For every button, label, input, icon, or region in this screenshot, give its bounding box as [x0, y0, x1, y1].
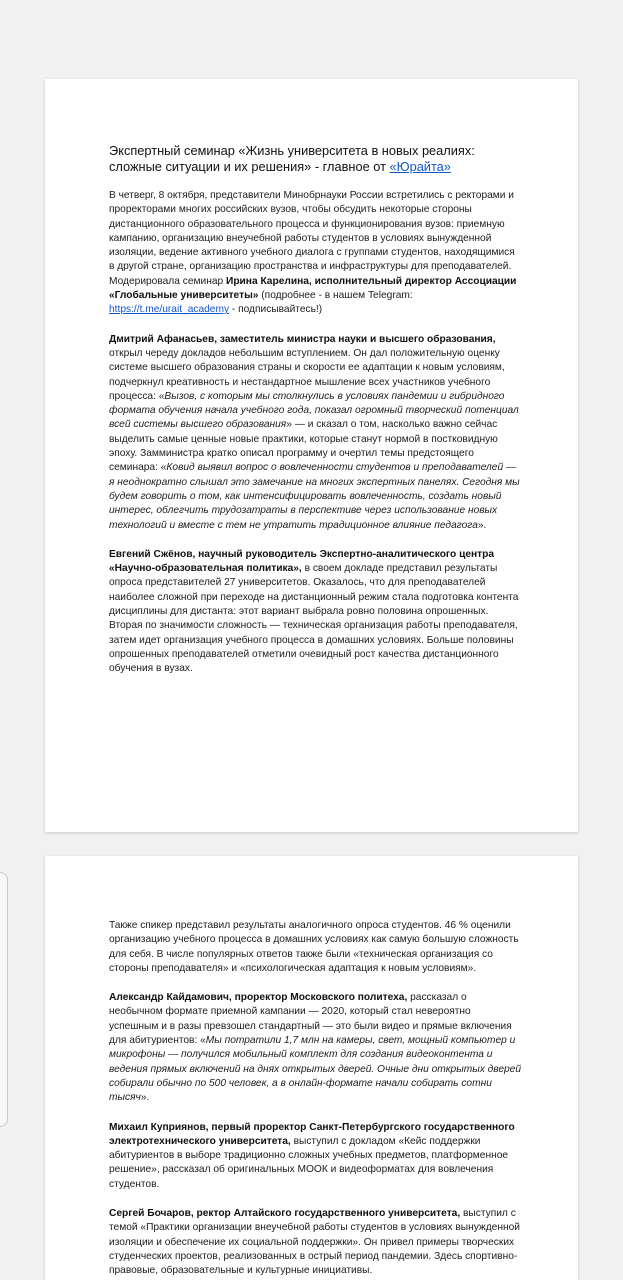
survey-text: Также спикер представил результаты аналогичного опроса студентов. 46 % оценили организацию учебного процесса в домашних условиях как самую большую сложность для себя. В числе популярных ответов также были «техническая организация со стороны преподавателя» и «психологическая адаптация к новым условиям». — [109, 920, 519, 974]
bocharov-text: выступил с темой «Практики организации внеучебной работы студентов в условиях вынужденной изоляции и обеспечение их социальной поддержки». Он привел примеры творческих студенческих проектов, реализованных в острый период пандемии. Здесь спортивно-правовые, образовательные и культурные инициативы. — [109, 1208, 520, 1277]
szhenov-paragraph — [109, 548, 521, 677]
kaydamovich-paragraph — [109, 991, 521, 1105]
afanasyev-text-1: открыл череду докладов небольшим вступлением. Он дал положительную оценку системе высшего образования страны и скорости ее адаптации к новым условиям, подчеркнул креативность и нестандартное мышление всех участников учебного процесса: « — [109, 347, 505, 402]
speaker-afanasyev: Дмитрий Афанасьев, заместитель министра науки и высшего образования, — [109, 333, 496, 345]
afanasyev-paragraph — [109, 333, 521, 533]
afanasyev-quote-1: Вызов, с которым мы столкнулись в условиях пандемии и гибридного формата обучения начала учебного года, показал огромный творческий потенциал всей системы высшего образования — [109, 390, 519, 431]
speaker-bocharov: Сергей Бочаров, ректор Алтайского государственного университета, — [109, 1208, 461, 1220]
moderator-name: Ирина Карелина, исполнительный директор Ассоциации «Глобальные университеты» — [109, 275, 517, 302]
survey-paragraph — [109, 919, 521, 976]
speaker-szhenov: Евгений Сжёнов, научный руководитель Экспертно-аналитического центра «Научно-образовательная политика», — [109, 548, 495, 575]
intro-paragraph — [109, 189, 521, 318]
szhenov-text: в своем докладе представил результаты опроса представителей 27 университетов. Оказалось, что для преподавателей наиболее сложной при переходе на дистанционный режим стала подготовка контента дисциплины для дистанта: этот вариант выбрала ровно половина опрошенных. Вторая по значимости сложность — техническая организация работы преподавателя, затем идет организация учебного процесса в домашних условиях. Больше половины опрошенных преподавателей отметили очевидный рост качества дистанционного обучения в вузах. — [109, 563, 519, 675]
page-2-content — [109, 919, 521, 1280]
side-scroll-handle[interactable] — [0, 872, 8, 1127]
intro-mid-text: (подробнее - в нашем Telegram: — [258, 290, 413, 302]
document-page-1 — [45, 79, 578, 832]
kupriyanov-paragraph — [109, 1121, 521, 1192]
afanasyev-end: ». — [477, 519, 487, 531]
kupriyanov-text: выступил с докладом «Кейс поддержки абитуриентов в выборе традиционно сложных учебных предметов, платформенное решение», рассказал об оригинальных МООК и видеоформатах для вовлечения студентов. — [109, 1135, 509, 1190]
urait-link[interactable]: «Юрайта» — [389, 159, 451, 174]
speaker-kupriyanov: Михаил Куприянов, первый проректор Санкт-Петербургского государственного электротехнического университета, — [109, 1121, 515, 1147]
speaker-kaydamovich: Александр Кайдамович, проректор Московского политеха, — [109, 992, 408, 1004]
intro-text: В четверг, 8 октября, представители Минобрнауки России встретились с ректорами и проректорами многих российских вузов, чтобы обсудить некоторые стороны дистанционного образовательного процесса и функционирования вузов: приемную кампанию, организацию внеучебной работы студентов в условиях вынужденной изоляции, ведение активного учебного диалога с группами студентов, находящимися в другой стране, организацию пространства и инфраструктуры для преподавателей. Модерировала семинар — [109, 190, 515, 287]
bocharov-paragraph — [109, 1207, 521, 1278]
kaydamovich-quote: Мы потратили 1,7 млн на камеры, свет, мощный компьютер и микрофоны — получился мобильный комплект для создания видеоконтента и ведения прямых включений на днях открытых дверей. Очные дни открытых дверей собирали обычно по 500 человек, а в онлайн-формате начали собирать сотни тысяч — [109, 1035, 522, 1104]
telegram-link[interactable]: https://t.me/urait_academy — [109, 304, 230, 316]
title-text: Экспертный семинар «Жизнь университета в новых реалиях: сложные ситуации и их решения» - главное от — [109, 143, 475, 174]
afanasyev-quote-2: Ковид выявил вопрос о вовлеченности студентов и преподавателей — я неоднократно слышал это замечание на многих экспертных панелях. Сегодня мы будем говорить о том, как интенсифицировать вовлеченность, создать новый интерес, облегчить трудозатраты в перспективе через использование новых технологий и вместе с тем не утратить традиционное влияние педагога — [109, 462, 520, 531]
article-title — [109, 143, 521, 175]
page-1-content — [109, 143, 521, 692]
document-page-2 — [45, 856, 578, 1280]
afanasyev-text-2: » — и сказал о том, насколько важно сейчас выделить самые ценные новые практики, которые станут нормой в постковидную эпоху. Замминистра кратко описал программу и очертил темы предстоящего семинара: « — [109, 419, 498, 474]
kaydamovich-text: рассказал о необычном формате приемной кампании — 2020, который стал невероятно успешным и в разы превзошел стандартный — это были видео и прямые включения для абитуриентов: « — [109, 992, 512, 1047]
intro-end-text: - подписывайтесь!) — [229, 304, 323, 316]
kaydamovich-end: ». — [140, 1092, 150, 1104]
